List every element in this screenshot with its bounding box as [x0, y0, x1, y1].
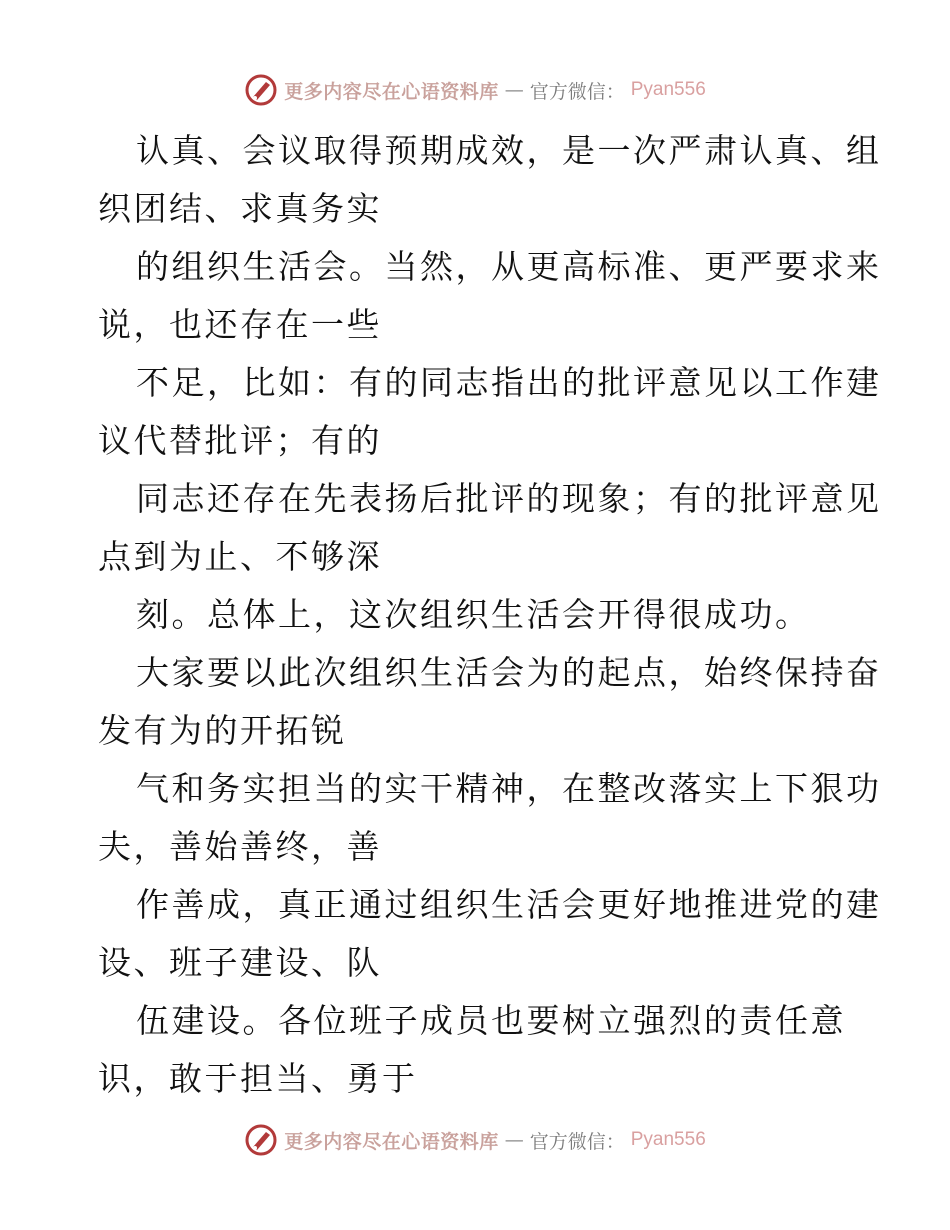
- text-line: 点到为止、不够深: [98, 537, 382, 576]
- text-line: 气和务实担当的实干精神，在整改落实上下狠功: [136, 769, 882, 808]
- text-line: 识，敢于担当、勇于: [98, 1059, 418, 1098]
- watermark-brand: 更多内容尽在心语资料库: [284, 80, 499, 103]
- text-line: 不足，比如：有的同志指出的批评意见以工作建: [136, 363, 882, 402]
- watermark-brand: 更多内容尽在心语资料库: [284, 1130, 499, 1153]
- text-line: 认真、会议取得预期成效，是一次严肃认真、组: [136, 131, 882, 170]
- document-body: [98, 122, 882, 1108]
- text-line: 同志还存在先表扬后批评的现象；有的批评意见: [136, 479, 882, 518]
- watermark-wechat-id: Pyan556: [630, 1129, 706, 1150]
- text-line: 刻。总体上，这次组织生活会开得很成功。: [136, 595, 811, 634]
- text-line: 大家要以此次组织生活会为的起点，始终保持奋: [136, 653, 882, 692]
- text-line: 说，也还存在一些: [98, 305, 382, 344]
- pen-seal-icon: [244, 73, 278, 107]
- text-line: 夫，善始善终，善: [98, 827, 382, 866]
- footer-watermark: [0, 1120, 950, 1160]
- pen-seal-icon: [244, 1123, 278, 1157]
- text-line: 伍建设。各位班子成员也要树立强烈的责任意: [136, 1001, 846, 1040]
- watermark-official: 官方微信：: [529, 1130, 625, 1153]
- text-line: 设、班子建设、队: [98, 943, 382, 982]
- text-line: 的组织生活会。当然，从更高标准、更严要求来: [136, 247, 882, 286]
- watermark-separator: —: [504, 79, 524, 101]
- text-line: 发有为的开拓锐: [98, 711, 347, 750]
- watermark-separator: —: [504, 1129, 524, 1151]
- text-line: 作善成，真正通过组织生活会更好地推进党的建: [136, 885, 882, 924]
- text-line: 织团结、求真务实: [98, 189, 382, 228]
- watermark-official: 官方微信：: [529, 80, 625, 103]
- text-line: 议代替批评；有的: [98, 421, 382, 460]
- watermark-wechat-id: Pyan556: [630, 79, 706, 100]
- header-watermark: [0, 70, 950, 110]
